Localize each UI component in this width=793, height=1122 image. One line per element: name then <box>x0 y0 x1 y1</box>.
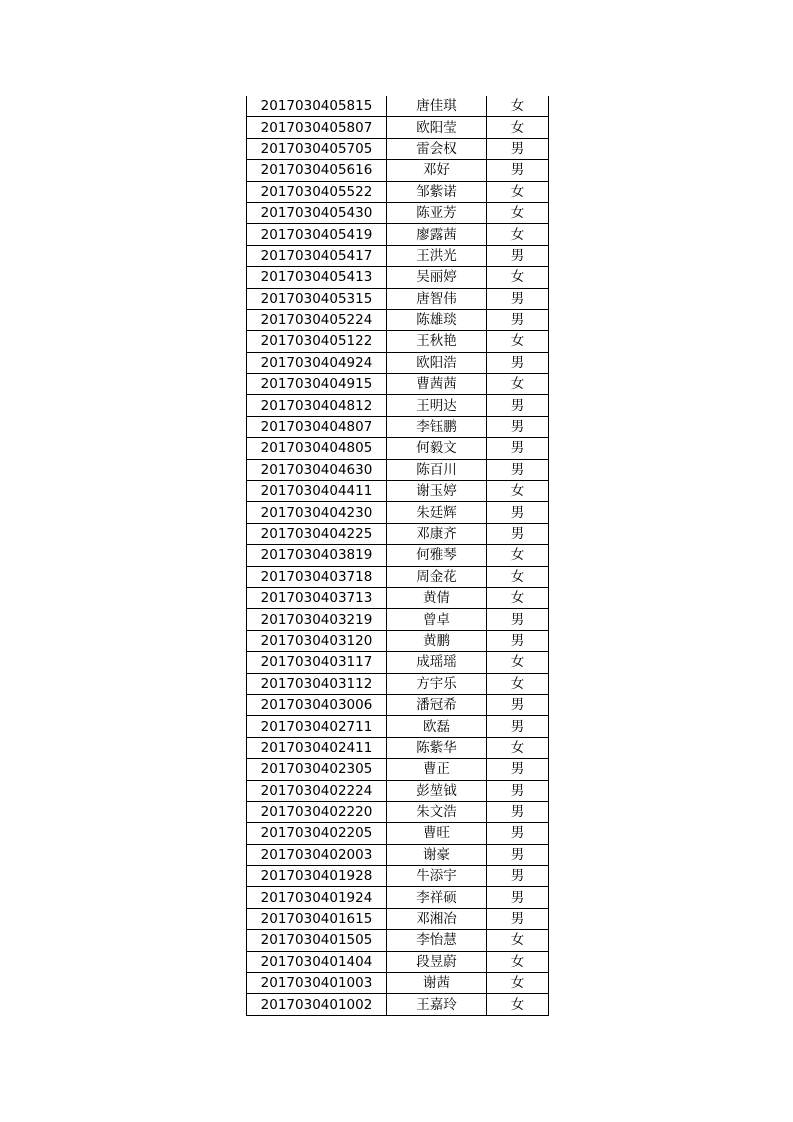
student-gender-cell: 男 <box>487 523 549 544</box>
table-row <box>247 309 549 330</box>
student-gender-cell: 男 <box>487 245 549 266</box>
student-id-cell: 2017030402305 <box>247 759 387 780</box>
table-row <box>247 866 549 887</box>
table-row <box>247 780 549 801</box>
student-gender-cell: 男 <box>487 395 549 416</box>
student-name-cell: 成瑶瑶 <box>387 652 487 673</box>
student-gender-cell: 女 <box>487 267 549 288</box>
student-name-cell: 牛添宇 <box>387 866 487 887</box>
student-id-cell: 2017030404630 <box>247 459 387 480</box>
student-gender-cell: 女 <box>487 737 549 758</box>
student-id-cell: 2017030403112 <box>247 673 387 694</box>
student-gender-cell: 男 <box>487 438 549 459</box>
student-id-cell: 2017030405430 <box>247 202 387 223</box>
student-gender-cell: 女 <box>487 117 549 138</box>
student-gender-cell: 女 <box>487 973 549 994</box>
roster-body <box>247 96 549 1015</box>
student-id-cell: 2017030403120 <box>247 630 387 651</box>
student-gender-cell: 女 <box>487 994 549 1015</box>
student-gender-cell: 男 <box>487 716 549 737</box>
student-name-cell: 欧阳莹 <box>387 117 487 138</box>
table-row <box>247 438 549 459</box>
table-row <box>247 331 549 352</box>
student-id-cell: 2017030405522 <box>247 181 387 202</box>
student-id-cell: 2017030401404 <box>247 951 387 972</box>
student-gender-cell: 女 <box>487 545 549 566</box>
student-id-cell: 2017030405419 <box>247 224 387 245</box>
student-name-cell: 陈雄琰 <box>387 309 487 330</box>
student-gender-cell: 女 <box>487 481 549 502</box>
student-name-cell: 谢玉婷 <box>387 481 487 502</box>
student-id-cell: 2017030401002 <box>247 994 387 1015</box>
student-name-cell: 陈紫华 <box>387 737 487 758</box>
student-gender-cell: 男 <box>487 459 549 480</box>
student-id-cell: 2017030404807 <box>247 416 387 437</box>
student-name-cell: 陈百川 <box>387 459 487 480</box>
student-gender-cell: 男 <box>487 759 549 780</box>
roster-sheet <box>246 96 549 1016</box>
table-row <box>247 374 549 395</box>
student-name-cell: 彭堃钺 <box>387 780 487 801</box>
student-name-cell: 李祥硕 <box>387 887 487 908</box>
table-row <box>247 994 549 1015</box>
student-id-cell: 2017030401003 <box>247 973 387 994</box>
student-name-cell: 曾卓 <box>387 609 487 630</box>
table-row <box>247 908 549 929</box>
student-id-cell: 2017030404924 <box>247 352 387 373</box>
student-gender-cell: 男 <box>487 844 549 865</box>
student-name-cell: 朱廷辉 <box>387 502 487 523</box>
student-gender-cell: 男 <box>487 502 549 523</box>
table-row <box>247 930 549 951</box>
student-name-cell: 曹茜茜 <box>387 374 487 395</box>
student-gender-cell: 男 <box>487 288 549 309</box>
student-gender-cell: 女 <box>487 930 549 951</box>
table-row <box>247 202 549 223</box>
table-row <box>247 545 549 566</box>
table-row <box>247 652 549 673</box>
table-row <box>247 117 549 138</box>
table-row <box>247 694 549 715</box>
student-gender-cell: 男 <box>487 887 549 908</box>
table-row <box>247 481 549 502</box>
student-id-cell: 2017030404230 <box>247 502 387 523</box>
student-name-cell: 吴丽婷 <box>387 267 487 288</box>
student-gender-cell: 女 <box>487 587 549 608</box>
student-name-cell: 谢豪 <box>387 844 487 865</box>
student-id-cell: 2017030403117 <box>247 652 387 673</box>
student-name-cell: 李怡慧 <box>387 930 487 951</box>
student-name-cell: 欧阳浩 <box>387 352 487 373</box>
student-gender-cell: 男 <box>487 138 549 159</box>
student-name-cell: 曹旺 <box>387 823 487 844</box>
student-gender-cell: 男 <box>487 416 549 437</box>
student-gender-cell: 男 <box>487 908 549 929</box>
table-row <box>247 181 549 202</box>
table-row <box>247 716 549 737</box>
student-id-cell: 2017030405315 <box>247 288 387 309</box>
table-row <box>247 566 549 587</box>
student-name-cell: 廖露茜 <box>387 224 487 245</box>
student-name-cell: 周金花 <box>387 566 487 587</box>
table-row <box>247 288 549 309</box>
student-name-cell: 王嘉玲 <box>387 994 487 1015</box>
student-gender-cell: 男 <box>487 823 549 844</box>
student-id-cell: 2017030404411 <box>247 481 387 502</box>
student-id-cell: 2017030402224 <box>247 780 387 801</box>
student-gender-cell: 男 <box>487 694 549 715</box>
student-name-cell: 王明达 <box>387 395 487 416</box>
student-name-cell: 段昱蔚 <box>387 951 487 972</box>
student-name-cell: 欧磊 <box>387 716 487 737</box>
student-id-cell: 2017030403006 <box>247 694 387 715</box>
student-id-cell: 2017030405705 <box>247 138 387 159</box>
student-gender-cell: 女 <box>487 181 549 202</box>
student-gender-cell: 男 <box>487 801 549 822</box>
student-name-cell: 陈亚芳 <box>387 202 487 223</box>
student-name-cell: 潘冠希 <box>387 694 487 715</box>
student-gender-cell: 女 <box>487 202 549 223</box>
student-name-cell: 邹紫诺 <box>387 181 487 202</box>
table-row <box>247 523 549 544</box>
student-name-cell: 雷会权 <box>387 138 487 159</box>
student-gender-cell: 女 <box>487 652 549 673</box>
student-id-cell: 2017030404805 <box>247 438 387 459</box>
table-row <box>247 502 549 523</box>
table-row <box>247 887 549 908</box>
student-id-cell: 2017030404225 <box>247 523 387 544</box>
student-gender-cell: 男 <box>487 609 549 630</box>
student-name-cell: 邓好 <box>387 160 487 181</box>
student-id-cell: 2017030402003 <box>247 844 387 865</box>
student-name-cell: 方宇乐 <box>387 673 487 694</box>
student-id-cell: 2017030403718 <box>247 566 387 587</box>
table-row <box>247 245 549 266</box>
table-row <box>247 973 549 994</box>
student-name-cell: 邓康齐 <box>387 523 487 544</box>
student-gender-cell: 男 <box>487 309 549 330</box>
student-id-cell: 2017030403713 <box>247 587 387 608</box>
student-gender-cell: 男 <box>487 630 549 651</box>
table-row <box>247 160 549 181</box>
table-row <box>247 267 549 288</box>
student-id-cell: 2017030401928 <box>247 866 387 887</box>
student-id-cell: 2017030403219 <box>247 609 387 630</box>
student-id-cell: 2017030405224 <box>247 309 387 330</box>
student-id-cell: 2017030405417 <box>247 245 387 266</box>
student-name-cell: 朱文浩 <box>387 801 487 822</box>
student-name-cell: 邓湘冶 <box>387 908 487 929</box>
student-name-cell: 何雅琴 <box>387 545 487 566</box>
table-row <box>247 801 549 822</box>
student-id-cell: 2017030405815 <box>247 96 387 117</box>
table-row <box>247 352 549 373</box>
student-id-cell: 2017030402205 <box>247 823 387 844</box>
student-gender-cell: 女 <box>487 566 549 587</box>
student-gender-cell: 女 <box>487 96 549 117</box>
student-gender-cell: 女 <box>487 673 549 694</box>
student-id-cell: 2017030401615 <box>247 908 387 929</box>
student-gender-cell: 男 <box>487 780 549 801</box>
table-row <box>247 759 549 780</box>
table-row <box>247 737 549 758</box>
student-gender-cell: 男 <box>487 866 549 887</box>
student-name-cell: 李钰鹏 <box>387 416 487 437</box>
student-id-cell: 2017030401924 <box>247 887 387 908</box>
student-name-cell: 何毅文 <box>387 438 487 459</box>
student-id-cell: 2017030402220 <box>247 801 387 822</box>
student-id-cell: 2017030402411 <box>247 737 387 758</box>
student-name-cell: 黄倩 <box>387 587 487 608</box>
student-name-cell: 唐智伟 <box>387 288 487 309</box>
student-gender-cell: 女 <box>487 374 549 395</box>
student-id-cell: 2017030402711 <box>247 716 387 737</box>
table-row <box>247 395 549 416</box>
student-id-cell: 2017030405616 <box>247 160 387 181</box>
table-row <box>247 630 549 651</box>
student-name-cell: 王洪光 <box>387 245 487 266</box>
table-row <box>247 951 549 972</box>
student-id-cell: 2017030404915 <box>247 374 387 395</box>
table-row <box>247 587 549 608</box>
student-gender-cell: 男 <box>487 352 549 373</box>
student-id-cell: 2017030405807 <box>247 117 387 138</box>
student-gender-cell: 男 <box>487 160 549 181</box>
student-gender-cell: 女 <box>487 224 549 245</box>
student-gender-cell: 女 <box>487 331 549 352</box>
student-name-cell: 黄鹏 <box>387 630 487 651</box>
table-row <box>247 673 549 694</box>
table-row <box>247 823 549 844</box>
table-row <box>247 416 549 437</box>
student-gender-cell: 女 <box>487 951 549 972</box>
student-id-cell: 2017030405413 <box>247 267 387 288</box>
student-id-cell: 2017030401505 <box>247 930 387 951</box>
table-row <box>247 138 549 159</box>
student-name-cell: 曹正 <box>387 759 487 780</box>
student-id-cell: 2017030403819 <box>247 545 387 566</box>
table-row <box>247 96 549 117</box>
student-id-cell: 2017030405122 <box>247 331 387 352</box>
table-row <box>247 844 549 865</box>
student-name-cell: 王秋艳 <box>387 331 487 352</box>
student-roster-table <box>246 96 549 1016</box>
student-name-cell: 谢茜 <box>387 973 487 994</box>
table-row <box>247 609 549 630</box>
student-name-cell: 唐佳琪 <box>387 96 487 117</box>
table-row <box>247 224 549 245</box>
student-id-cell: 2017030404812 <box>247 395 387 416</box>
table-row <box>247 459 549 480</box>
